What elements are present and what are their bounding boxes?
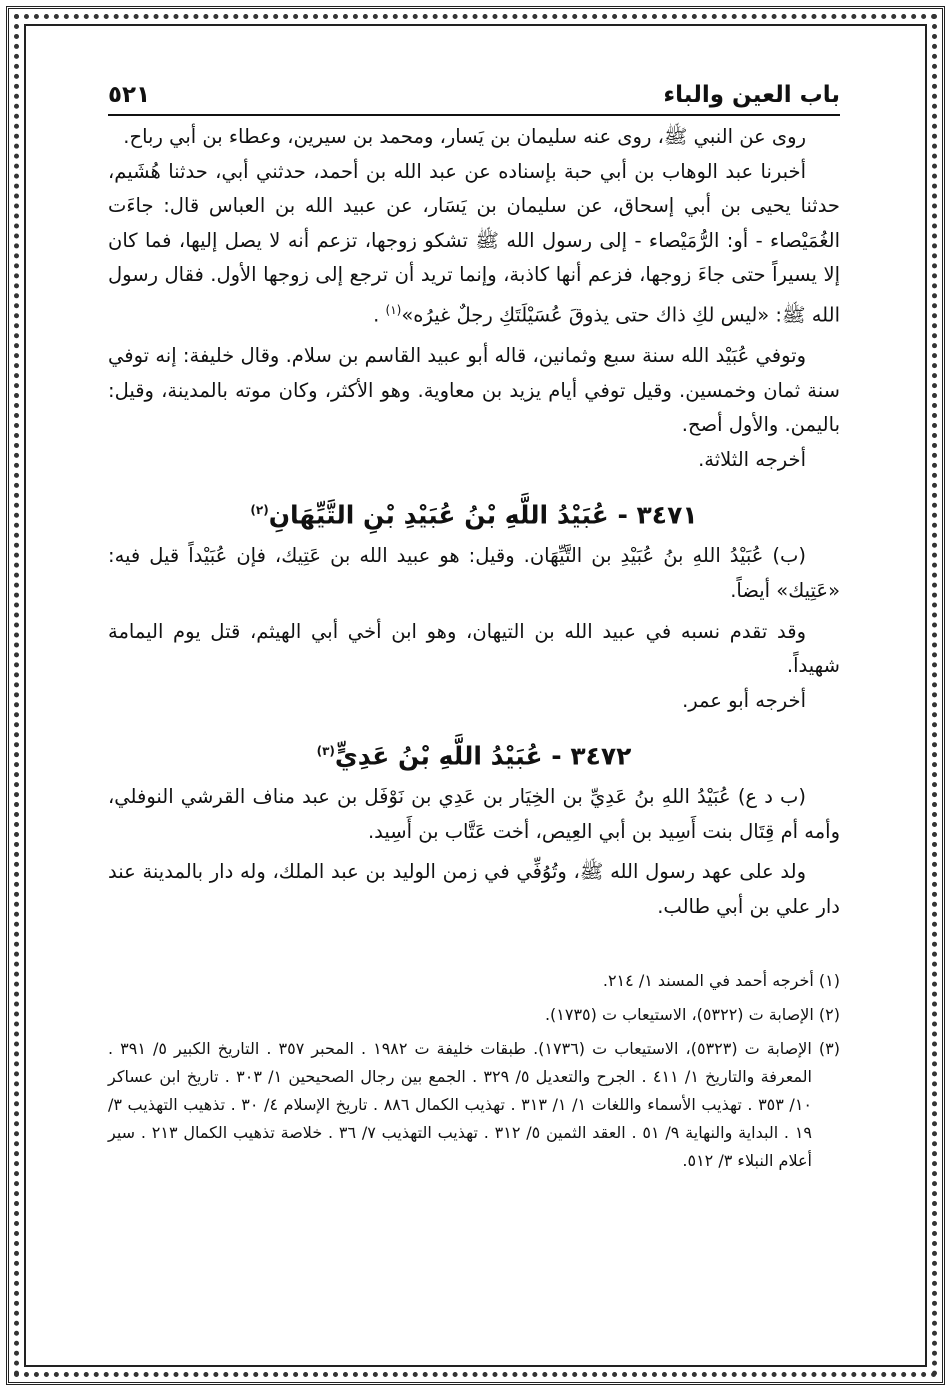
footnote-2: (٢) الإصابة ت (٥٣٢٢)، الاستيعاب ت (١٧٣٥).	[544, 1004, 840, 1024]
page-content	[108, 72, 840, 1181]
entry-title-3471: ٣٤٧١ - عُبَيْدُ اللَّهِ بْنُ عُبَيْدِ بْنِ التَّيِّهَانِ	[268, 500, 698, 530]
footnote-ref-3: (٣)	[316, 744, 335, 759]
paragraph-death: وتوفي عُبَيْد الله سنة سبع وثمانين، قاله أبو عبيد القاسم بن سلام. وقال خليفة: إنه توفي سنة ثمان وخمسين. وقيل توفي أيام يزيد بن معاوية. وهو الأكثر، وكان موته بالمدينة، وقيل: باليمن. والأول أصح.	[108, 344, 840, 437]
page-number: ٥٢١	[108, 82, 151, 108]
footnotes	[108, 967, 840, 1175]
entry-3471-paragraph: وقد تقدم نسبه في عبيد الله بن التيهان، وهو ابن أخي أبي الهيثم، قتل يوم اليمامة شهيداً.	[108, 619, 840, 678]
running-header	[108, 72, 840, 116]
entry-3472-paragraph: (ب د ع) عُبَيْدُ اللهِ بنُ عَدِيِّ بن الخِيَار بن عَدِي بن نَوْفَل بن عبد مناف القرشي النوفلي، وأمه أم قِتَال بنت أَسِيد بن أبي العِيص، أخت عَتَّاب بن أَسِيد.	[108, 785, 840, 843]
entry-heading-3472	[108, 734, 840, 774]
entry-3472-paragraph: ولد على عهد رسول الله ﷺ، وتُوُفِّي في زمن الوليد بن عبد الملك، وله دار بالمدينة عند دار علي بن أبي طالب.	[108, 860, 840, 919]
entry-heading-3471	[108, 493, 840, 533]
paragraph-takhrij-1: أخرجه الثلاثة.	[698, 447, 806, 471]
paragraph-hadith: أخبرنا عبد الوهاب بن أبي حبة بإسناده عن عبد الله بن أحمد، حدثني أبي، حدثنا هُشَيم، حدثنا يحيى بن أبي إسحاق، عن سليمان بن يَسَار، عن عبيد الله بن العباس قال: جاءَت الغُمَيْصاء - أو: الرُّمَيْصاء - إلى رسول الله ﷺ تشكو زوجها، تزعم أنه لا يصل إليها، فما كان إلا يسيراً حتى جاءَ زوجها، فزعم أنها كاذبة، وإنما تريد أن ترجع إلى زوجها الأول. فقال رسول الله ﷺ: «ليس لكِ ذاك حتى يذوقَ عُسَيْلَتَكِ رجلٌ غيرُه»$^{(١)}$ .	[108, 159, 840, 327]
chapter-title: باب العين والباء	[663, 82, 840, 108]
footnote-1: (١) أخرجه أحمد في المسند ١/ ٢١٤.	[602, 970, 840, 990]
main-text	[108, 120, 840, 925]
entry-3471-paragraph: (ب) عُبَيْدُ اللهِ بنُ عُبَيْدِ بن التَّيِّهَان. وقيل: هو عبيد الله بن عَتِيك، فإن عُبَيْداً قيل فيه: «عَتِيك» أيضاً.	[108, 544, 840, 602]
footnote-ref-2: (٢)	[250, 503, 269, 518]
paragraph-narrators: روى عن النبي ﷺ، روى عنه سليمان بن يَسار، ومحمد بن سيرين، وعطاء بن أبي رباح.	[123, 125, 806, 148]
hadith-text: أخبرنا عبد الوهاب بن أبي حبة بإسناده عن عبد الله بن أحمد، حدثني أبي، حدثنا هُشَيم، حدثنا يحيى بن أبي إسحاق، عن سليمان بن يَسَار، عن عبيد الله بن العباس قال: جاءَت الغُمَيْصاء - أو: الرُّمَيْصاء - إلى رسول الله ﷺ تشكو زوجها، تزعم أنه لا يصل إليها، فما كان إلا يسيراً حتى جاءَ زوجها، فزعم أنها كاذبة، وإنما تريد أن ترجع إلى زوجها الأول. فقال رسول الله ﷺ: «ليس لكِ ذاك حتى يذوقَ عُسَيْلَتَكِ رجلٌ غيرُه»	[108, 159, 840, 327]
footnote-3: (٣) الإصابة ت (٥٣٢٣)، الاستيعاب ت (١٧٣٦). طبقات خليفة ت ١٩٨٢ . المحبر ٣٥٧ . التاريخ الكبير ٥/ ٣٩١ . المعرفة والتاريخ ١/ ٤١١ . الجرح والتعديل ٥/ ٣٢٩ . الجمع بين رجال الصحيحين ١/ ٣٠٣ . تاريخ ابن عساكر ١٠/ ٣٥٣ . تهذيب الأسماء واللغات ١/ ١/ ٣١٣ . تهذيب الكمال ٨٨٦ . تاريخ الإسلام ٤/ ٣٠ . تذهيب التهذيب ٣/ ١٩ . البداية والنهاية ٩/ ٥١ . العقد الثمين ٥/ ٣١٢ . تهذيب التهذيب ٧/ ٣٦ . خلاصة تذهيب الكمال ٢١٣ . سير أعلام النبلاء ٣/ ٥١٢.	[108, 1038, 840, 1170]
entry-title-3472: ٣٤٧٢ - عُبَيْدُ اللَّهِ بْنُ عَدِيٍّ	[334, 741, 632, 771]
footnote-ref-1: (١)	[385, 302, 402, 317]
entry-3471-paragraph: أخرجه أبو عمر.	[682, 688, 806, 712]
